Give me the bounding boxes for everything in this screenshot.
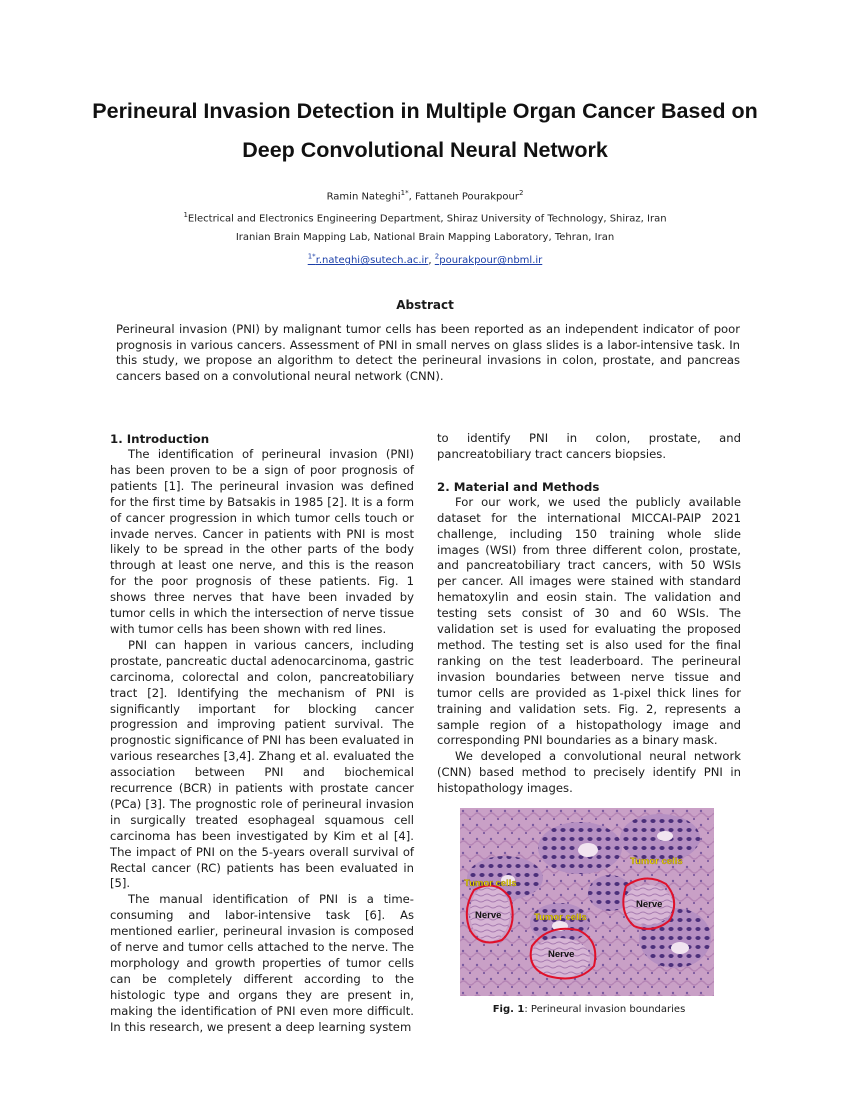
author-2-sup: 2 (518, 189, 524, 197)
figure-caption-text: : Perineural invasion boundaries (524, 1004, 686, 1015)
methods-paragraph-2: We developed a convolutional neural network (CNN) based method to precisely identify PNI in histopathology images. (437, 749, 741, 796)
intro-paragraph-2: PNI can happen in various cancers, including prostate, pancreatic ductal adenocarcinoma, gastric carcinoma, colorectal and colon, pancreatobiliary tract [2]. Identifying the mechanism of PNI is significantly important for blocking cancer progression and improving patient survival. The prognostic significance of PNI has been evaluated in various researches [3,4]. Zhang et al. evaluated the association between PNI and biochemical recurrence (BCR) in patients with prostate cancer (PCa) [3]. The prognostic role of perineural invasion in surgically treated esophageal squamous cell carcinoma has been investigated by Kim et al [4]. The impact of PNI on the 5-years overall survival of Rectal cancer (RC) patients has been evaluated in [5]. (110, 637, 414, 891)
label-tumor-cells-2: Tumor cells (534, 912, 587, 923)
label-tumor-cells-3: Tumor cells (630, 856, 683, 867)
email-link-2[interactable]: $^2$pourakpour@nbml.ir (434, 253, 543, 267)
intro-paragraph-3-continued: to identify PNI in colon, prostate, and pancreatobiliary tract cancers biopsies. (437, 431, 741, 461)
label-tumor-cells-1: Tumor cells (464, 878, 517, 889)
methods-heading: 2. Material and Methods (437, 479, 600, 494)
label-nerve-2: Nerve (548, 949, 575, 960)
intro-heading: 1. Introduction (110, 432, 210, 446)
author-1-sup: 1* (400, 189, 409, 197)
histopathology-image (460, 808, 714, 996)
left-column (110, 431, 414, 1036)
methods-paragraph-1: For our work, we used the publicly available dataset for the international MICCAI-PAIP 2021 challenge, including 150 training whole slide images (WSI) from three different colon, prostate, and pancreatobiliary tract cancers, with 50 WSIs per cancer. All images were stained with standard hematoxylin and eosin stain. The validation and testing sets consist of 30 and 60 WSIs. The validation set is used for evaluating the proposed method. The testing set is also used for the final ranking on the test leaderboard. The perineural invasion boundaries between nerve tissue and tumor cells are provided as 1-pixel thick lines for training and validation sets. Fig. 2, represents a sample region of a histopathology image and corresponding PNI boundaries as a binary mask. (437, 494, 741, 748)
label-nerve-1: Nerve (475, 910, 502, 921)
author-1: Ramin Nateghi (326, 191, 401, 203)
figure-caption (437, 1004, 741, 1015)
abstract-text: Perineural invasion (PNI) by malignant tumor cells has been reported as an independent indicator of poor prognosis in various cancers. Assessment of PNI in small nerves on glass slides is a labor-intensive task. In this study, we propose an algorithm to detect the perineural invasions in colon, prostate, and pancreas cancers based on a convolutional neural network (CNN). (116, 322, 740, 383)
author-2: Fattaneh Pourakpour (414, 191, 519, 203)
right-column (437, 431, 741, 797)
intro-paragraph-1: The identification of perineural invasion (PNI) has been proven to be a sign of poor prognosis of patients [1]. The perineural invasion was defined for the first time by Batsakis in 1985 [2]. It is a form of cancer progression in which tumor cells touch or invade nerves. Cancer in patients with PNI is most likely to be spread in the other parts of the body through at least one nerve, and this is the reason for the poor prognosis of these patients. Fig. 1 shows three nerves that have been invaded by tumor cells in which the intersection of nerve tissue with tumor cells has been shown with red lines. (110, 447, 414, 636)
label-nerve-3: Nerve (636, 899, 663, 910)
affiliation-2: Iranian Brain Mapping Lab, National Brain Mapping Laboratory, Tehran, Iran (235, 232, 615, 243)
affiliation-1: $^1$Electrical and Electronics Engineering Department, Shiraz University of Technology, Shiraz, Iran (183, 211, 667, 225)
figure-caption-label: Fig. 1 (492, 1004, 525, 1015)
authors: Ramin Nateghi$^{1*}$, Fattaneh Pourakpour$^2$ (326, 189, 524, 203)
abstract-heading: Abstract (396, 298, 454, 312)
histopathology-figure (460, 808, 714, 996)
emails: $^{1*}$r.nateghi@sutech.ac.ir, $^2$pourakpour@nbml.ir (307, 253, 543, 267)
paper-title-line-1: Perineural Invasion Detection in Multiple Organ Cancer Based on (92, 99, 758, 123)
intro-paragraph-3: The manual identification of PNI is a time-consuming and labor-intensive task [6]. As mentioned earlier, perineural invasion is composed of nerve and tumor cells attached to the nerve. The morphology and growth properties of tumor cells can be completely different according to the histologic type and organs they are present in, making the identification of PNI even more difficult. In this research, we present a deep learning system (110, 892, 414, 1034)
email-link-1[interactable]: $^{1*}$r.nateghi@sutech.ac.ir (307, 253, 429, 267)
paper-title-line-2: Deep Convolutional Neural Network (242, 138, 608, 162)
